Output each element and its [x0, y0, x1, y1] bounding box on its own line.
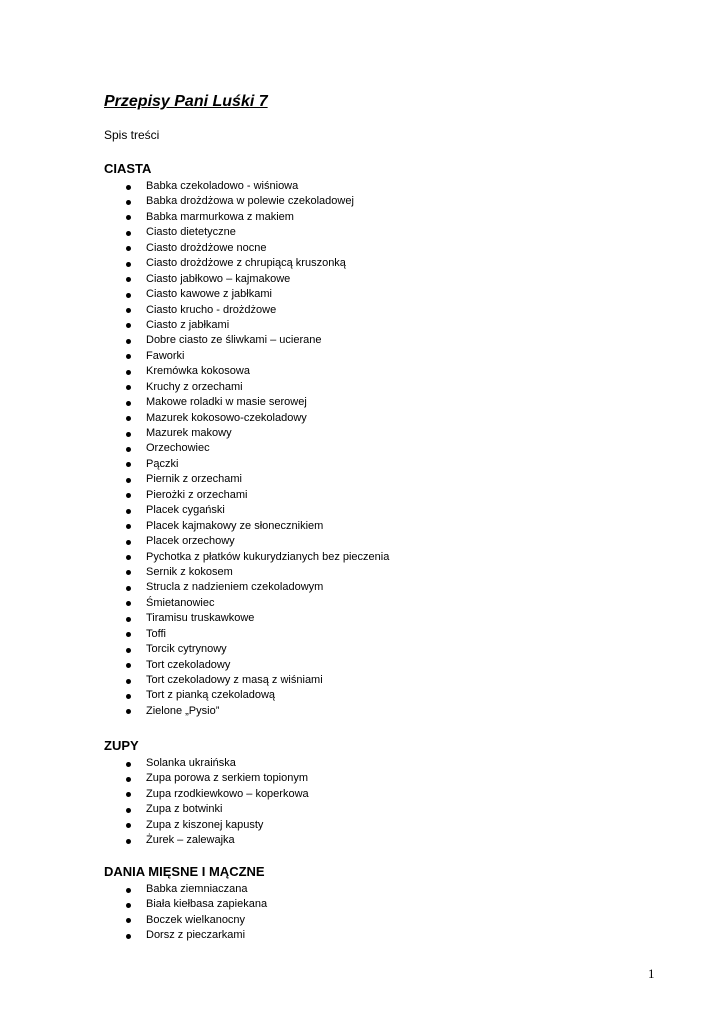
bullet-icon — [126, 185, 131, 190]
list-item — [104, 897, 664, 912]
recipe-title: Tort z pianką czekoladową — [146, 689, 276, 702]
section-heading: ZUPY — [104, 738, 139, 753]
bullet-icon — [126, 601, 131, 606]
list-item — [104, 241, 664, 256]
list-item — [104, 611, 664, 626]
recipe-title: Mazurek kokosowo-czekoladowy — [146, 411, 307, 424]
bullet-icon — [126, 709, 131, 714]
recipe-title: Ciasto jabłkowo – kajmakowe — [146, 272, 291, 285]
bullet-icon — [126, 903, 131, 908]
recipe-title: Torcik cytrynowy — [146, 643, 227, 656]
section-zupy — [104, 737, 664, 849]
recipe-title: Babka marmurkowa z makiem — [146, 210, 294, 223]
bullet-icon — [126, 308, 131, 313]
list-item — [104, 287, 664, 302]
recipe-title: Tiramisu truskawkowe — [146, 612, 255, 625]
recipe-title: Zupa rzodkiewkowo – koperkowa — [146, 787, 309, 800]
recipe-title: Piernik z orzechami — [146, 473, 242, 486]
bullet-icon — [126, 432, 131, 437]
list-item — [104, 913, 664, 928]
list-item — [104, 411, 664, 426]
recipe-title: Strucla z nadzieniem czekoladowym — [146, 581, 324, 594]
list-item — [104, 833, 664, 848]
recipe-title: Śmietanowiec — [146, 596, 215, 609]
recipe-title: Pączki — [146, 457, 179, 470]
bullet-icon — [126, 339, 131, 344]
bullet-icon — [126, 555, 131, 560]
bullet-icon — [126, 231, 131, 236]
section-heading: CIASTA — [104, 161, 152, 176]
bullet-icon — [126, 808, 131, 813]
section-dania-miesne-i-maczne — [104, 863, 664, 944]
recipe-title: Kruchy z orzechami — [146, 380, 243, 393]
bullet-icon — [126, 888, 131, 893]
recipe-title: Zupa z kiszonej kapusty — [146, 818, 264, 831]
bullet-icon — [126, 493, 131, 498]
bullet-icon — [126, 934, 131, 939]
recipe-title: Sernik z kokosem — [146, 565, 233, 578]
list-item — [104, 472, 664, 487]
recipe-title: Makowe roladki w masie serowej — [146, 396, 307, 409]
list-item — [104, 673, 664, 688]
recipe-title: Placek cygański — [146, 504, 225, 517]
recipe-title: Żurek – zalewajka — [146, 834, 235, 847]
bullet-icon — [126, 792, 131, 797]
recipe-title: Orzechowiec — [146, 442, 210, 455]
list-item — [104, 210, 664, 225]
list-item — [104, 488, 664, 503]
recipe-title: Placek orzechowy — [146, 535, 235, 548]
bullet-icon — [126, 370, 131, 375]
list-item — [104, 704, 664, 719]
recipe-list — [104, 882, 664, 944]
list-item — [104, 642, 664, 657]
list-item — [104, 225, 664, 240]
recipe-title: Tort czekoladowy z masą z wiśniami — [146, 674, 323, 686]
recipe-title: Solanka ukraińska — [146, 757, 236, 769]
recipe-title: Dorsz z pieczarkami — [146, 929, 246, 942]
recipe-title: Toffi — [146, 627, 166, 640]
list-item — [104, 688, 664, 703]
table-of-contents-label: Spis treści — [104, 128, 160, 142]
recipe-title: Zupa z botwinki — [146, 803, 223, 816]
list-item — [104, 303, 664, 318]
bullet-icon — [126, 462, 131, 467]
recipe-title: Kremówka kokosowa — [146, 365, 250, 378]
list-item — [104, 627, 664, 642]
list-item — [104, 256, 664, 271]
section-heading: DANIA MIĘSNE I MĄCZNE — [104, 864, 265, 879]
list-item — [104, 380, 664, 395]
list-item — [104, 928, 664, 943]
bullet-icon — [126, 823, 131, 828]
recipe-title: Babka drożdżowa w polewie czekoladowej — [146, 195, 354, 208]
recipe-list — [104, 179, 664, 719]
bullet-icon — [126, 246, 131, 251]
bullet-icon — [126, 586, 131, 591]
recipe-title: Ciasto krucho - drożdżowe — [146, 303, 277, 316]
list-item — [104, 426, 664, 441]
list-item — [104, 318, 664, 333]
list-item — [104, 503, 664, 518]
recipe-title: Ciasto kawowe z jabłkami — [146, 288, 272, 301]
bullet-icon — [126, 323, 131, 328]
recipe-title: Babka czekoladowo - wiśniowa — [146, 180, 299, 192]
page-number: 1 — [648, 966, 655, 981]
recipe-title: Boczek wielkanocny — [146, 913, 246, 926]
list-item — [104, 787, 664, 802]
list-item — [104, 179, 664, 194]
bullet-icon — [126, 401, 131, 406]
bullet-icon — [126, 509, 131, 514]
list-item — [104, 756, 664, 771]
list-item — [104, 882, 664, 897]
bullet-icon — [126, 447, 131, 452]
bullet-icon — [126, 663, 131, 668]
list-item — [104, 364, 664, 379]
bullet-icon — [126, 617, 131, 622]
list-item — [104, 457, 664, 472]
recipe-title: Ciasto drożdżowe z chrupiącą kruszonką — [146, 257, 346, 270]
bullet-icon — [126, 277, 131, 282]
list-item — [104, 802, 664, 817]
bullet-icon — [126, 777, 131, 782]
bullet-icon — [126, 416, 131, 421]
list-item — [104, 349, 664, 364]
recipe-list — [104, 756, 664, 849]
recipe-title: Dobre ciasto ze śliwkami – ucierane — [146, 334, 322, 347]
bullet-icon — [126, 648, 131, 653]
section-ciasta — [104, 160, 664, 719]
recipe-title: Tort czekoladowy — [146, 658, 231, 671]
list-item — [104, 395, 664, 410]
bullet-icon — [126, 839, 131, 844]
bullet-icon — [126, 679, 131, 684]
list-item — [104, 194, 664, 209]
list-item — [104, 272, 664, 287]
bullet-icon — [126, 293, 131, 298]
list-item — [104, 771, 664, 786]
document-title: Przepisy Pani Luśki 7 — [104, 93, 268, 110]
list-item — [104, 534, 664, 549]
bullet-icon — [126, 200, 131, 205]
bullet-icon — [126, 762, 131, 767]
list-item — [104, 596, 664, 611]
list-item — [104, 333, 664, 348]
bullet-icon — [126, 354, 131, 359]
bullet-icon — [126, 918, 131, 923]
bullet-icon — [126, 524, 131, 529]
recipe-title: Biała kiełbasa zapiekana — [146, 898, 268, 911]
list-item — [104, 818, 664, 833]
list-item — [104, 565, 664, 580]
recipe-title: Mazurek makowy — [146, 427, 232, 439]
recipe-title: Pierożki z orzechami — [146, 488, 248, 501]
bullet-icon — [126, 632, 131, 637]
recipe-title: Placek kajmakowy ze słonecznikiem — [146, 519, 324, 532]
recipe-title: Pychotka z płatków kukurydzianych bez pieczenia — [146, 550, 390, 563]
recipe-title: Zielone „Pysio” — [146, 704, 220, 717]
bullet-icon — [126, 694, 131, 699]
bullet-icon — [126, 570, 131, 575]
recipe-title: Faworki — [146, 349, 185, 362]
list-item — [104, 658, 664, 673]
recipe-title: Babka ziemniaczana — [146, 883, 248, 895]
bullet-icon — [126, 540, 131, 545]
recipe-title: Ciasto dietetyczne — [146, 226, 236, 239]
bullet-icon — [126, 478, 131, 483]
list-item — [104, 441, 664, 456]
bullet-icon — [126, 262, 131, 267]
bullet-icon — [126, 385, 131, 390]
list-item — [104, 580, 664, 595]
recipe-title: Ciasto z jabłkami — [146, 318, 230, 331]
recipe-title: Ciasto drożdżowe nocne — [146, 241, 267, 254]
list-item — [104, 550, 664, 565]
bullet-icon — [126, 215, 131, 220]
recipe-title: Zupa porowa z serkiem topionym — [146, 772, 309, 785]
list-item — [104, 519, 664, 534]
